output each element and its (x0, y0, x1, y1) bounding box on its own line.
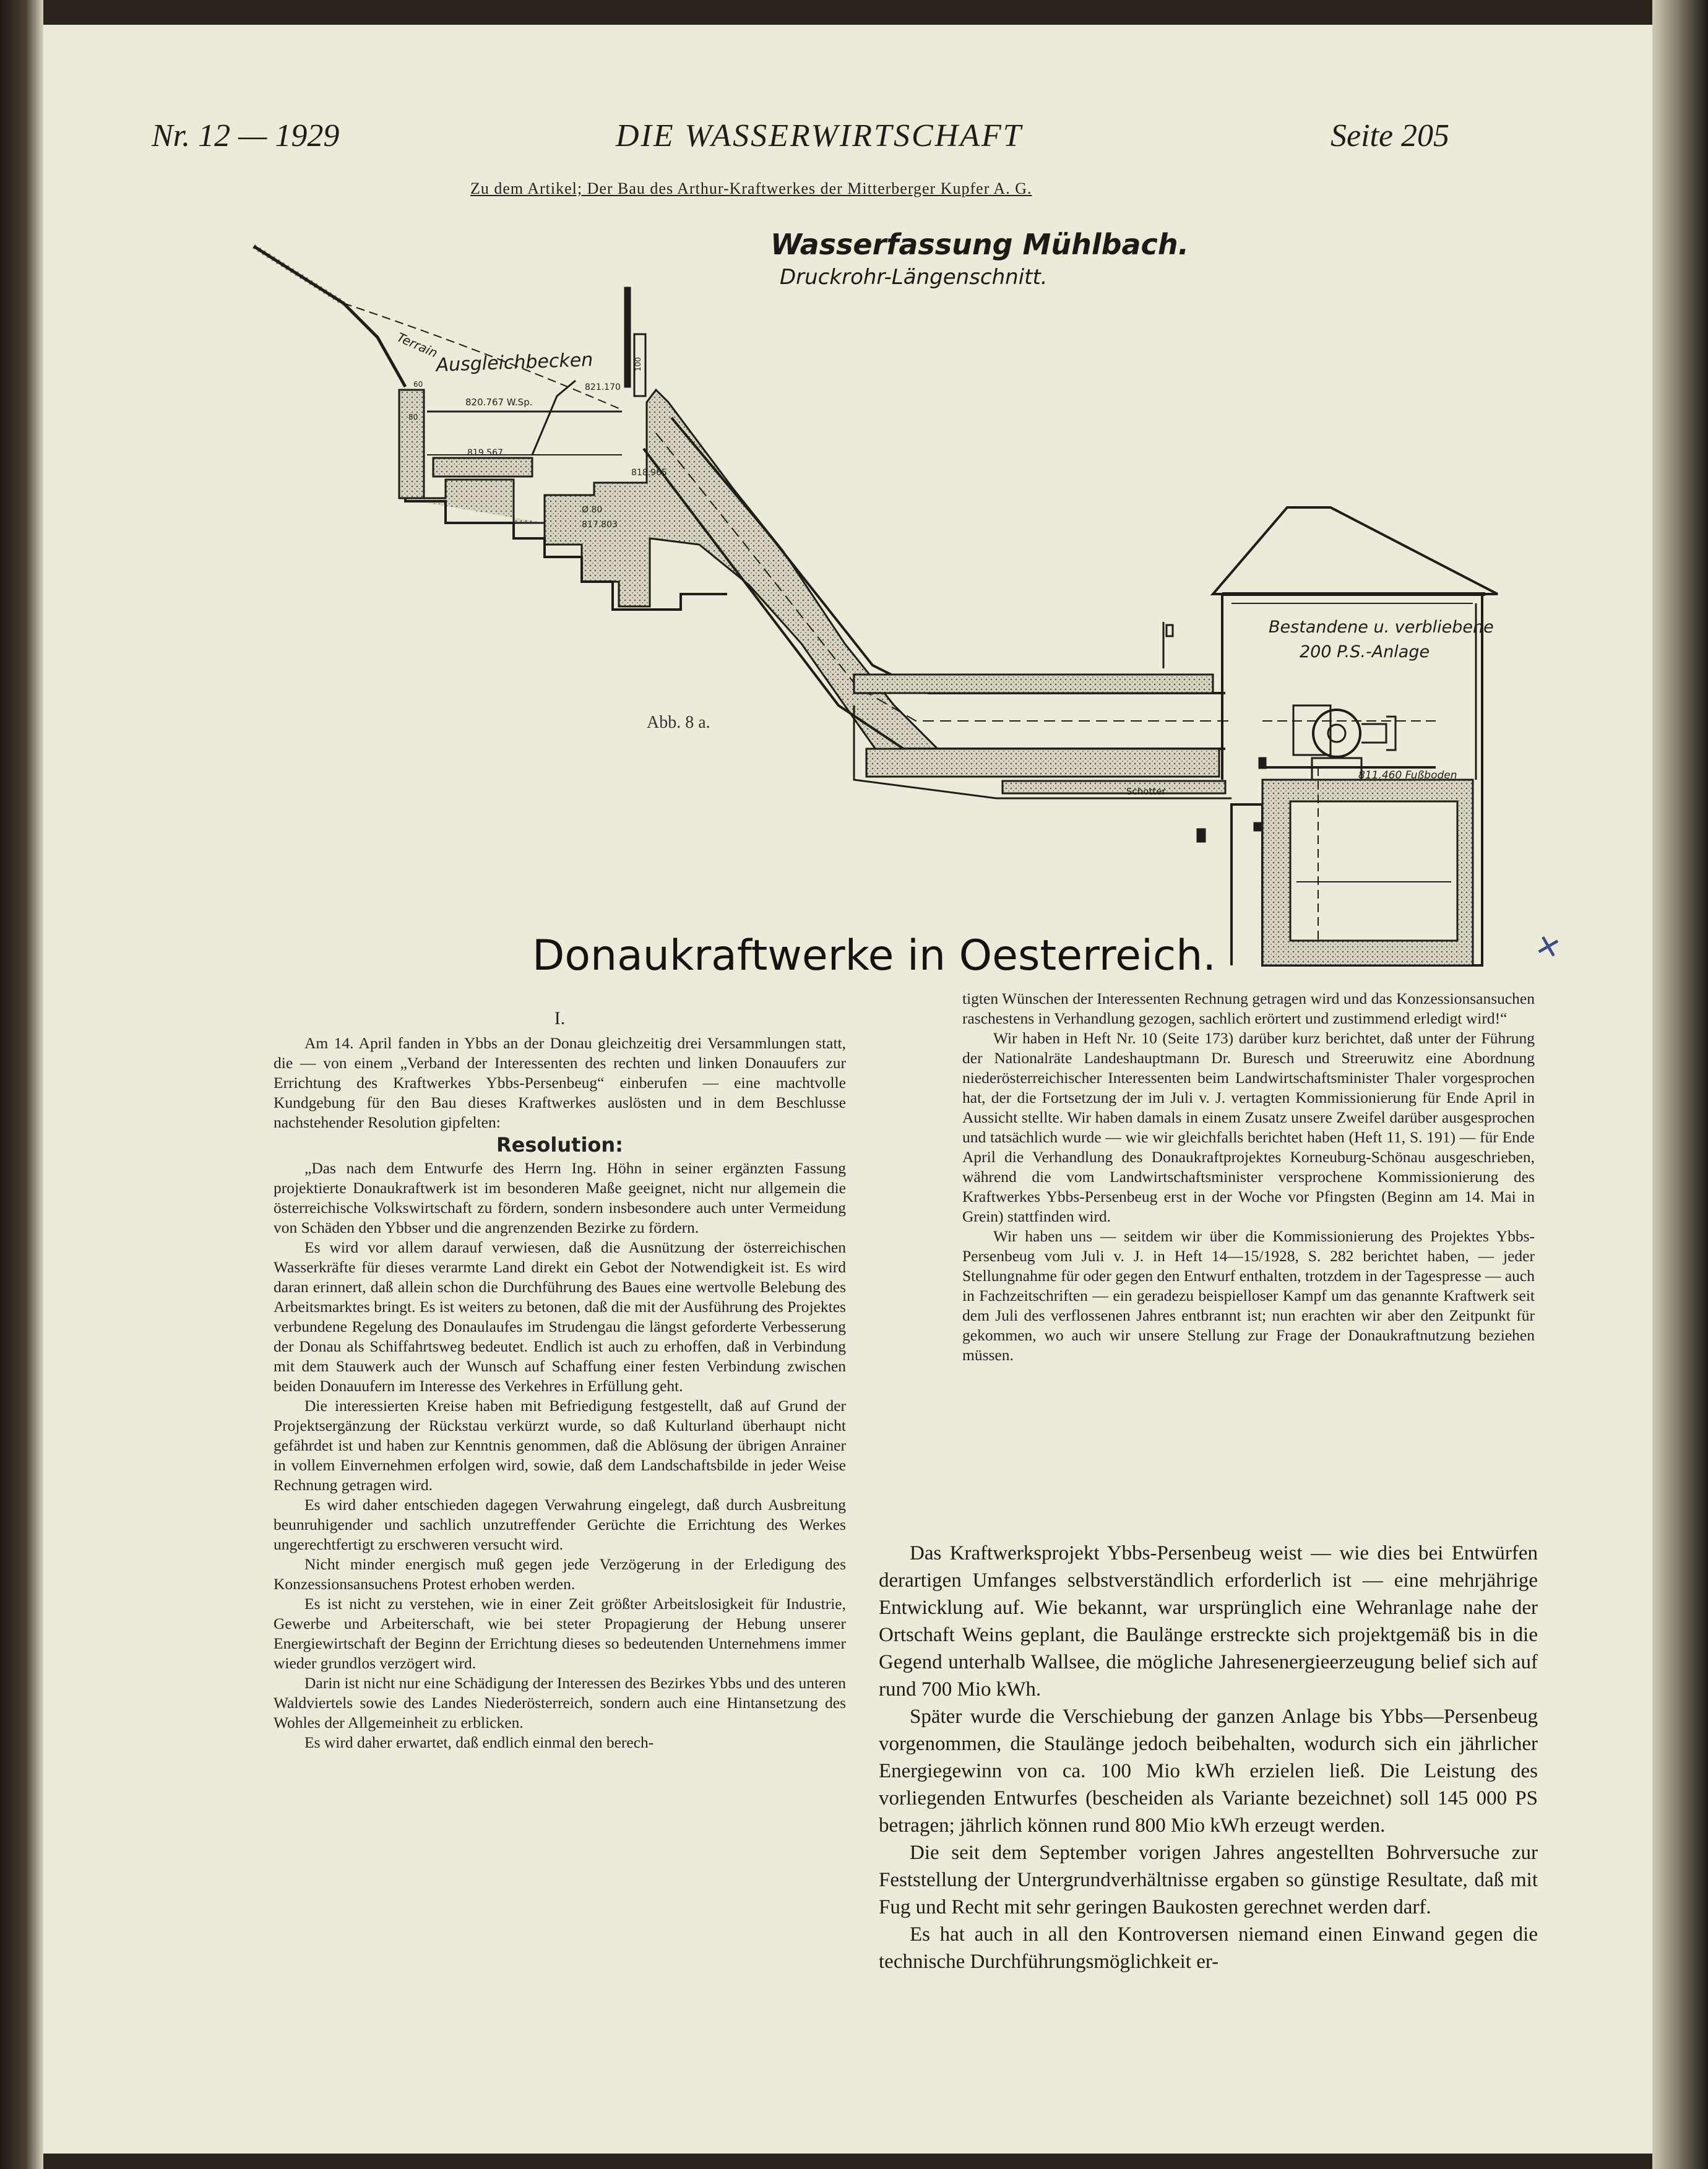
figure-caption: Abb. 8 a. (647, 713, 710, 732)
resolution-heading: Resolution: (496, 1133, 623, 1157)
article-column-left (274, 1009, 846, 1753)
article-column-right-upper (962, 989, 1535, 1365)
paragraph: Später wurde die Verschiebung der ganzen Anlage bis Ybbs—Persenbeug vorgenommen, die Staulänge jedoch beibehalten, wodurch sich ein jährlicher Energiegewinn von ca. 100 Mio kWh erzielen ließ. Die Leistung des vorliegenden Entwurfes (bescheiden als Variante bezeichnet) soll 145 000 PS betragen; jährlich können rund 800 Mio kWh erzeugt werden. (879, 1705, 1538, 1837)
paragraph: Das Kraftwerksprojekt Ybbs-Persenbeug weist — wie dies bei Entwürfen derartigen Umfanges selbstverständlich erforderlich ist — eine mehrjährige Entwicklung auf. Wie bekannt, war ursprünglich eine Wehranlage nahe der Ortschaft Weins geplant, die Baulänge erstreckte sich projektgemäß bis in die Gegend unterhalb Wallsee, die mögliche Jahresenergieerzeugung belief sich auf rund 700 Mio kWh. (879, 1542, 1538, 1701)
svg-text:100: 100 (634, 357, 642, 371)
paragraph: Es hat auch in all den Kontroversen niemand einen Einwand gegen die technische Durchführungsmöglichkeit er- (879, 1923, 1538, 1973)
paragraph: Es wird daher erwartet, daß endlich einmal den berech- (304, 1733, 654, 1751)
pencil-mark: + (1525, 921, 1571, 971)
terrain-label: Terrain (394, 329, 440, 361)
paragraph: Am 14. April fanden in Ybbs an der Donau gleichzeitig drei Versammlungen statt, die — von einem „Verband der Interessenten des rechten und linken Donauufers zur Errichtung des Kraftwerkes Ybbs-Persenbeug“ einberufen — eine machtvolle Kundgebung für den Bau dieses Kraftwerkes auslösten und in dem Beschlusse nachstehender Resolution gipfelten: (274, 1034, 846, 1131)
article-title: Donaukraftwerke in Oesterreich. (532, 931, 1216, 980)
article-column-right-lower (879, 1540, 1538, 1975)
floor-label: 811.460 Fußboden (1358, 769, 1457, 782)
paragraph: Es ist nicht zu verstehen, wie in einer Zeit größter Arbeitslosigkeit für Industrie, Gewerbe und Arbeiterschaft, wie bei steter Propagierung der Hebung unserer Energiewirtschaft der Beginn der Errichtung dieses so bedeutenden Unternehmens immer wieder grundlos verzögert wird. (274, 1595, 846, 1672)
paragraph: Nicht minder energisch muß gegen jede Verzögerung in der Erledigung des Konzessionsansuchens Protest erhoben werden. (274, 1555, 846, 1593)
svg-text:817.803: 817.803 (582, 520, 618, 530)
gravel-label: Schotter (1126, 786, 1166, 797)
paragraph: Die interessierten Kreise haben mit Befriedigung festgestellt, daß auf Grund der Projektsergänzung der Rückstau verkürzt wurde, so daß Kulturland überhaupt nicht gefährdet ist und haben zur Kenntnis genommen, daß die Ablösung der übrigen Anrainer in vollem Einvernehmen erfolgen wird, sowie, daß dem Landschaftsbilde in jeder Weise Rechnung getragen wird. (274, 1397, 846, 1494)
powerhouse-label-1: Bestandene u. verbliebene (1269, 618, 1494, 637)
svg-text:818.965: 818.965 (631, 468, 667, 478)
page-number: Seite 205 (1331, 118, 1450, 153)
figure-reference-line: Zu dem Artikel; Der Bau des Arthur-Kraftwerkes der Mitterberger Kupfer A. G. (470, 179, 1032, 197)
paragraph: Wir haben in Heft Nr. 10 (Seite 173) darüber kurz berichtet, daß unter der Führung der Nationalräte Landeshauptmann Dr. Buresch und Streeruwitz eine Abordnung niederösterreichischer Interessenten beim Landwirtschaftsminister Thaler vorgesprochen hat, der die Fortsetzung der im Juli v. J. vertagten Kommissionierung für Ende April in Aussicht stellte. Wir haben damals in einem Zusatz unsere Zweifel darüber ausgesprochen und tatsächlich wurde — wie wir gleichfalls berichtet haben (Heft 11, S. 191) — für Ende April die Verhandlung des Donaukraftprojektes Korneuburg-Schönau ausgeschrieben, während die vom Landwirtschaftsminister versprochene Kommissionierung des Kraftwerkes Ybbs-Persenbeug erst in der Woche vor Pfingsten (Beginn am 14. Mai in Grein) stattfinden wird. (962, 1029, 1535, 1225)
issue-number: Nr. 12 — 1929 (152, 118, 340, 153)
paragraph: Die seit dem September vorigen Jahres angestellten Bohrversuche zur Feststellung der Untergrundverhältnisse ergaben so günstige Resultate, daß mit Fug und Recht mit sehr geringen Baukosten gerechnet werden darf. (879, 1842, 1538, 1918)
turbine (1313, 710, 1360, 757)
powerhouse-label-2: 200 P.S.-Anlage (1300, 642, 1430, 662)
svg-text:60: 60 (413, 380, 423, 389)
paragraph: Wir haben uns — seitdem wir über die Kommissionierung des Projektes Ybbs-Persenbeug vom Juli v. J. in Heft 14—15/1928, S. 282 berichtet haben, — jeder Stellungnahme für oder gegen den Entwurf enthalten, trotzdem in der Tagespresse — auch in Fachzeitschriften — ein geradezu beispielloser Kampf um das genannte Kraftwerk seit dem Juli des verflossenen Jahres entbrannt ist; nun erachten wir aber den Zeitpunkt für gekommen, wo auch wir unsere Stellung zur Frage der Donaukraftnutzung beziehen müssen. (962, 1227, 1535, 1364)
basin-label: Ausgleichbecken (436, 349, 593, 376)
journal-title: DIE WASSERWIRTSCHAFT (616, 118, 1023, 153)
paragraph: Darin ist nicht nur eine Schädigung der Interessen des Bezirkes Ybbs und des unteren Waldviertels sowie des Landes Niederösterreich, sondern auch eine Hintansetzung des Wohles der Allgemeinheit zu erblicken. (274, 1674, 846, 1731)
svg-text:821.170: 821.170 (585, 382, 621, 392)
figure-subtitle: Druckrohr-Längenschnitt. (780, 265, 1048, 290)
svg-text:819.567: 819.567 (467, 448, 503, 458)
tailrace-chamber (1290, 801, 1457, 941)
figure-title: Wasserfassung Mühlbach. (770, 228, 1189, 261)
paragraph: Es wird daher entschieden dagegen Verwahrung eingelegt, daß durch Ausbreitung beunruhigender und sachlich unzutreffender Gerüchte die Errichtung des Werkes ungerechtfertigt zu erschweren versucht wird. (274, 1496, 846, 1553)
svg-text:80: 80 (408, 413, 418, 421)
svg-text:Ø 80: Ø 80 (582, 505, 603, 515)
section-number: I. (554, 1008, 566, 1028)
paragraph: tigten Wünschen der Interessenten Rechnung getragen wird und das Konzessionsansuchen raschestens in Verhandlung gezogen, sachlich erörtert und zustimmend erledigt wird!“ (962, 990, 1535, 1027)
water-level-label: 820.767 W.Sp. (465, 397, 533, 408)
paragraph: Es wird vor allem darauf verwiesen, daß die Ausnützung der österreichischen Wasserkräfte für dieses verarmte Land direkt ein Gebot der Notwendigkeit ist. Es wird daran erinnert, daß allein schon die Durchführung des Baues eine wertvolle Belebung des Arbeitsmarktes bringt. Es ist weiters zu betonen, daß die mit der Ausführung des Projektes verbundene Regelung des Donaulaufes im Strudengau die längst geforderte Verbesserung der Donau als Schiffahrtsweg bedeutet. Endlich ist auch zu erhoffen, daß in Verbindung mit dem Stauwerk auch der Wunsch auf Schaffung einer festen Verbindung zwischen beiden Donauufern im Interesse des Verkehres in Erfüllung geht. (274, 1238, 846, 1395)
basin-left-wall (399, 390, 424, 498)
paragraph: „Das nach dem Entwurfe des Herrn Ing. Höhn in seiner ergänzten Fassung projektierte Donaukraftwerk ist im besonderen Maße geeignet, nicht nur allgemein die österreichische Volkswirtschaft zu fördern, sondern insbesondere auch unter Vermeidung von Schäden den Ybbser und die angrenzenden Bezirke zu fördern. (274, 1159, 846, 1236)
basin-floor (433, 458, 532, 476)
powerhouse-roof (1213, 507, 1498, 594)
